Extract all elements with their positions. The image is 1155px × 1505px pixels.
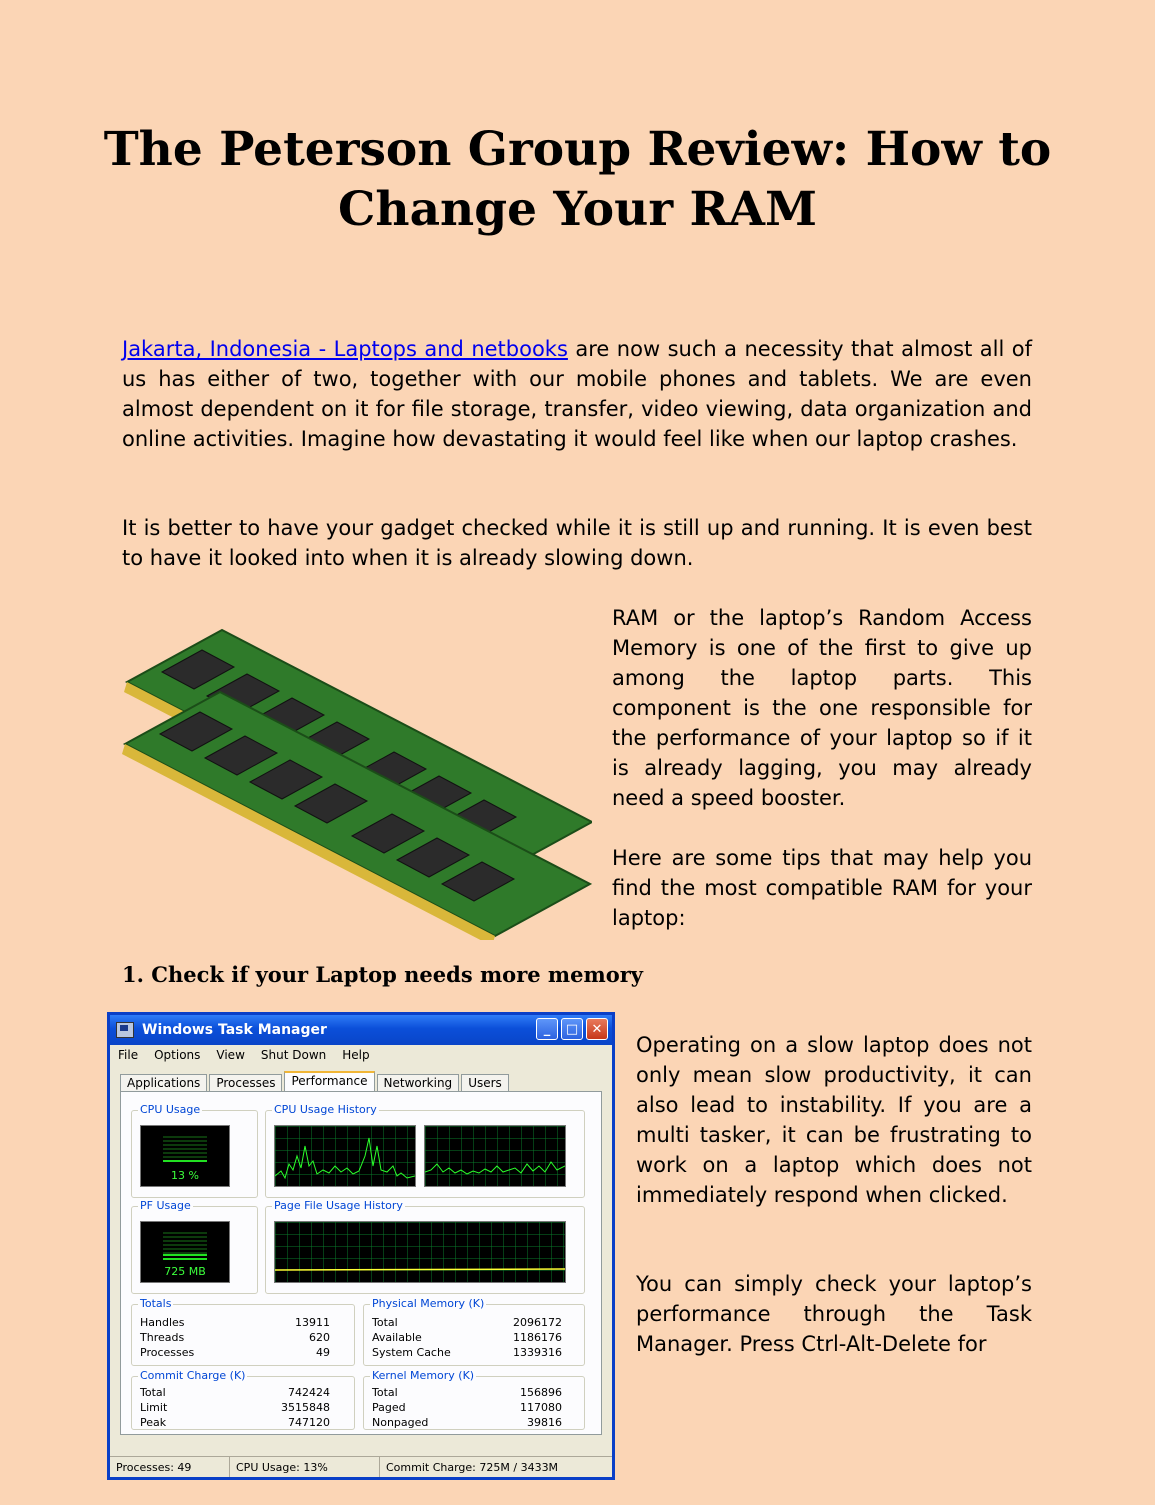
tab-networking[interactable]: Networking [377, 1074, 460, 1091]
pf-history-label: Page File Usage History [274, 1199, 403, 1212]
handles-label: Handles [140, 1316, 185, 1329]
threads-label: Threads [140, 1331, 185, 1344]
pf-history-graph [274, 1221, 566, 1283]
intro-paragraph [122, 334, 1032, 454]
computer-icon [116, 1022, 134, 1038]
cc-limit-value: 3515848 [281, 1401, 330, 1414]
kernel-memory-row [372, 1385, 562, 1400]
minimize-button[interactable]: _ [536, 1018, 558, 1040]
kernel-memory-row [372, 1415, 562, 1430]
handles-value: 13911 [295, 1316, 330, 1329]
threads-value: 620 [309, 1331, 330, 1344]
kernel-memory-row [372, 1400, 562, 1415]
status-commit: Commit Charge: 725M / 3433M [386, 1460, 559, 1474]
pf-usage-value: 725 MB [164, 1265, 206, 1278]
maximize-button[interactable]: □ [561, 1018, 583, 1040]
pm-total-value: 2096172 [513, 1316, 562, 1329]
cpu-history-group [265, 1103, 585, 1198]
status-bar [110, 1456, 612, 1477]
commit-charge-group [131, 1369, 355, 1430]
totals-row [140, 1345, 330, 1360]
menu-view[interactable]: View [216, 1048, 245, 1062]
commit-charge-row [140, 1415, 330, 1430]
menu-file[interactable]: File [118, 1048, 139, 1062]
cpu-usage-meter [140, 1125, 230, 1187]
slow-laptop-paragraph: Operating on a slow laptop does not only mean slow productivity, it can also lead to instability. If you are a multi tasker, it can be frustrating to work on a laptop which does not immediately respond when clicked. [636, 1033, 1032, 1207]
performance-panel [120, 1091, 602, 1435]
physical-memory-row [372, 1345, 562, 1360]
task-manager-titlebar [110, 1015, 612, 1045]
cpu-usage-fill [163, 1160, 207, 1164]
pm-cache-value: 1339316 [513, 1346, 562, 1359]
menu-options[interactable]: Options [154, 1048, 201, 1062]
checkup-paragraph: It is better to have your gadget checked while it is still up and running. It is even best to have it looked into when it is already slowing down. [122, 516, 1032, 570]
close-button[interactable]: ✕ [586, 1018, 608, 1040]
status-processes: Processes: 49 [110, 1457, 230, 1477]
cc-total-label: Total [140, 1386, 166, 1399]
tab-strip [110, 1071, 612, 1091]
cpu-history-label: CPU Usage History [274, 1103, 377, 1116]
physical-memory-label: Physical Memory (K) [372, 1297, 485, 1310]
cc-peak-label: Peak [140, 1416, 167, 1429]
pf-usage-fill [163, 1254, 207, 1260]
tab-processes[interactable]: Processes [209, 1074, 282, 1091]
ram-modules-image [122, 622, 592, 940]
totals-row [140, 1330, 330, 1345]
commit-charge-label: Commit Charge (K) [140, 1369, 246, 1382]
menu-bar [110, 1045, 612, 1065]
pm-available-value: 1186176 [513, 1331, 562, 1344]
ram-paragraph: RAM or the laptop’s Random Access Memory is one of the first to give up among the laptop parts. This component is the one responsible for the performance of your laptop so if it is already lagging, you may already need a speed booster. [612, 606, 1032, 810]
cpu-usage-label: CPU Usage [140, 1103, 201, 1116]
tab-users[interactable]: Users [461, 1074, 509, 1091]
pm-cache-label: System Cache [372, 1346, 451, 1359]
cpu-usage-value: 13 % [171, 1169, 199, 1182]
kernel-memory-group [363, 1369, 585, 1430]
km-paged-label: Paged [372, 1401, 406, 1414]
section-heading: 1. Check if your Laptop needs more memory [122, 962, 644, 987]
totals-row [140, 1315, 330, 1330]
processes-value: 49 [316, 1346, 330, 1359]
cc-peak-value: 747120 [288, 1416, 330, 1429]
commit-charge-row [140, 1400, 330, 1415]
cpu-history-graph-1 [274, 1125, 416, 1187]
km-paged-value: 117080 [520, 1401, 562, 1414]
intro-link[interactable]: Jakarta, Indonesia - Laptops and netbooks [122, 337, 568, 361]
physical-memory-row [372, 1315, 562, 1330]
tab-applications[interactable]: Applications [120, 1074, 207, 1091]
tips-paragraph: Here are some tips that may help you find the most compatible RAM for your laptop: [612, 846, 1032, 930]
intro-text: are now such a necessity that almost all of us has either of two, together with our mobile phones and tablets. We are even almost dependent on it for file storage, transfer, video viewing, data organization and online activities. Imagine how devastating it would feel like when our laptop crashes. [122, 337, 1033, 451]
km-nonpaged-value: 39816 [527, 1416, 562, 1429]
physical-memory-row [372, 1330, 562, 1345]
pf-history-group [265, 1199, 585, 1294]
cc-total-value: 742424 [288, 1386, 330, 1399]
pm-total-label: Total [372, 1316, 398, 1329]
status-cpu: CPU Usage: 13% [230, 1457, 380, 1477]
menu-help[interactable]: Help [342, 1048, 370, 1062]
km-total-value: 156896 [520, 1386, 562, 1399]
pf-usage-label: PF Usage [140, 1199, 191, 1212]
page-title: The Peterson Group Review: How to Change Your RAM [103, 122, 1052, 237]
physical-memory-group [363, 1297, 585, 1366]
processes-label: Processes [140, 1346, 195, 1359]
km-nonpaged-label: Nonpaged [372, 1416, 429, 1429]
totals-label: Totals [140, 1297, 172, 1310]
cpu-history-graph-2 [424, 1125, 566, 1187]
task-manager-screenshot [107, 1012, 615, 1480]
totals-group [131, 1297, 355, 1366]
pm-available-label: Available [372, 1331, 422, 1344]
cpu-usage-group [131, 1103, 258, 1198]
task-manager-paragraph: You can simply check your laptop’s performance through the Task Manager. Press Ctrl-Alt-Delete for [636, 1272, 1032, 1356]
menu-shut-down[interactable]: Shut Down [260, 1048, 327, 1062]
cc-limit-label: Limit [140, 1401, 168, 1414]
pf-usage-group [131, 1199, 258, 1294]
km-total-label: Total [372, 1386, 398, 1399]
kernel-memory-label: Kernel Memory (K) [372, 1369, 475, 1382]
window-title: Windows Task Manager [142, 1022, 327, 1038]
pf-usage-meter [140, 1221, 230, 1283]
tab-performance[interactable]: Performance [284, 1071, 374, 1091]
commit-charge-row [140, 1385, 330, 1400]
